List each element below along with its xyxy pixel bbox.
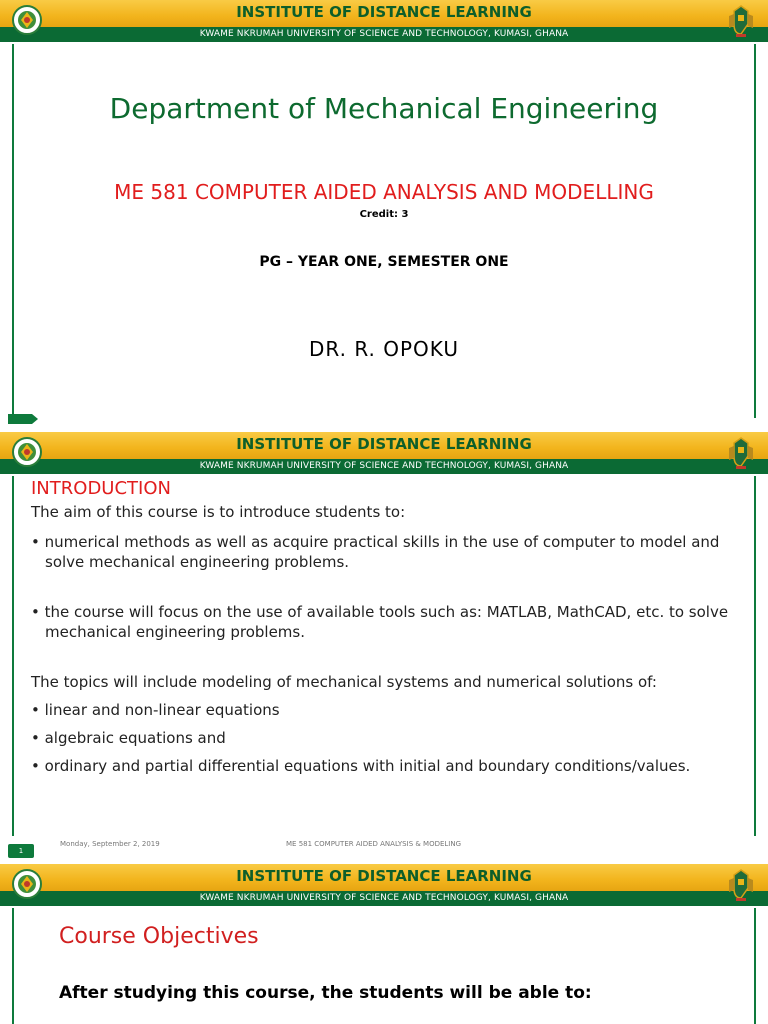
course-objectives-heading: Course Objectives — [59, 924, 259, 949]
frame-left-line — [12, 476, 14, 836]
frame-left-line — [12, 908, 14, 1024]
frame-right-line — [754, 908, 756, 1024]
idl-banner — [0, 864, 768, 908]
page-number: 1 — [8, 844, 34, 858]
topic-bullet-1: • linear and non-linear equations — [31, 701, 280, 719]
banner-subtitle: KWAME NKRUMAH UNIVERSITY OF SCIENCE AND TECHNOLOGY, KUMASI, GHANA — [199, 893, 569, 903]
footer-date: Monday, September 2, 2019 — [60, 840, 160, 848]
aim-bullet-2: • the course will focus on the use of available tools such as: MATLAB, MathCAD, etc. to solve mechanical engineering problems. — [31, 603, 729, 641]
banner-subtitle: KWAME NKRUMAH UNIVERSITY OF SCIENCE AND TECHNOLOGY, KUMASI, GHANA — [199, 29, 569, 39]
slide-course-objectives — [0, 864, 768, 1024]
department-title: Department of Mechanical Engineering — [109, 92, 659, 125]
introduction-body — [31, 502, 731, 776]
banner-subtitle: KWAME NKRUMAH UNIVERSITY OF SCIENCE AND TECHNOLOGY, KUMASI, GHANA — [199, 461, 569, 471]
slide-title — [0, 0, 768, 432]
aim-bullet-1: • numerical methods as well as acquire practical skills in the use of computer to model and solve mechanical engineering problems. — [31, 533, 720, 571]
introduction-heading: INTRODUCTION — [31, 478, 171, 499]
ghana-coat-of-arms-icon — [726, 2, 756, 40]
topics-paragraph: The topics will include modeling of mechanical systems and numerical solutions of: — [31, 673, 657, 691]
topic-bullet-3: • ordinary and partial differential equations with initial and boundary conditions/values. — [31, 757, 691, 775]
banner-title: INSTITUTE OF DISTANCE LEARNING — [236, 3, 532, 21]
course-title: ME 581 COMPUTER AIDED ANALYSIS AND MODELLING — [114, 180, 654, 204]
intro-paragraph: The aim of this course is to introduce students to: — [31, 503, 406, 521]
ghana-coat-of-arms-icon — [726, 866, 756, 904]
idl-banner — [0, 432, 768, 476]
lecturer-name: DR. R. OPOKU — [309, 337, 459, 361]
topic-bullet-2: • algebraic equations and — [31, 729, 226, 747]
level-label: PG – YEAR ONE, SEMESTER ONE — [259, 254, 509, 270]
slide-introduction — [0, 432, 768, 864]
frame-right-line — [754, 476, 756, 836]
banner-title: INSTITUTE OF DISTANCE LEARNING — [236, 435, 532, 453]
credit-label: Credit: 3 — [359, 209, 409, 220]
idl-banner — [0, 0, 768, 44]
ghana-coat-of-arms-icon — [726, 434, 756, 472]
objectives-lead: After studying this course, the students will be able to: — [59, 983, 592, 1003]
footer-course: ME 581 COMPUTER AIDED ANALYSIS & MODELING — [286, 840, 462, 848]
banner-title: INSTITUTE OF DISTANCE LEARNING — [236, 867, 532, 885]
slide-tab-marker-icon — [8, 410, 38, 426]
